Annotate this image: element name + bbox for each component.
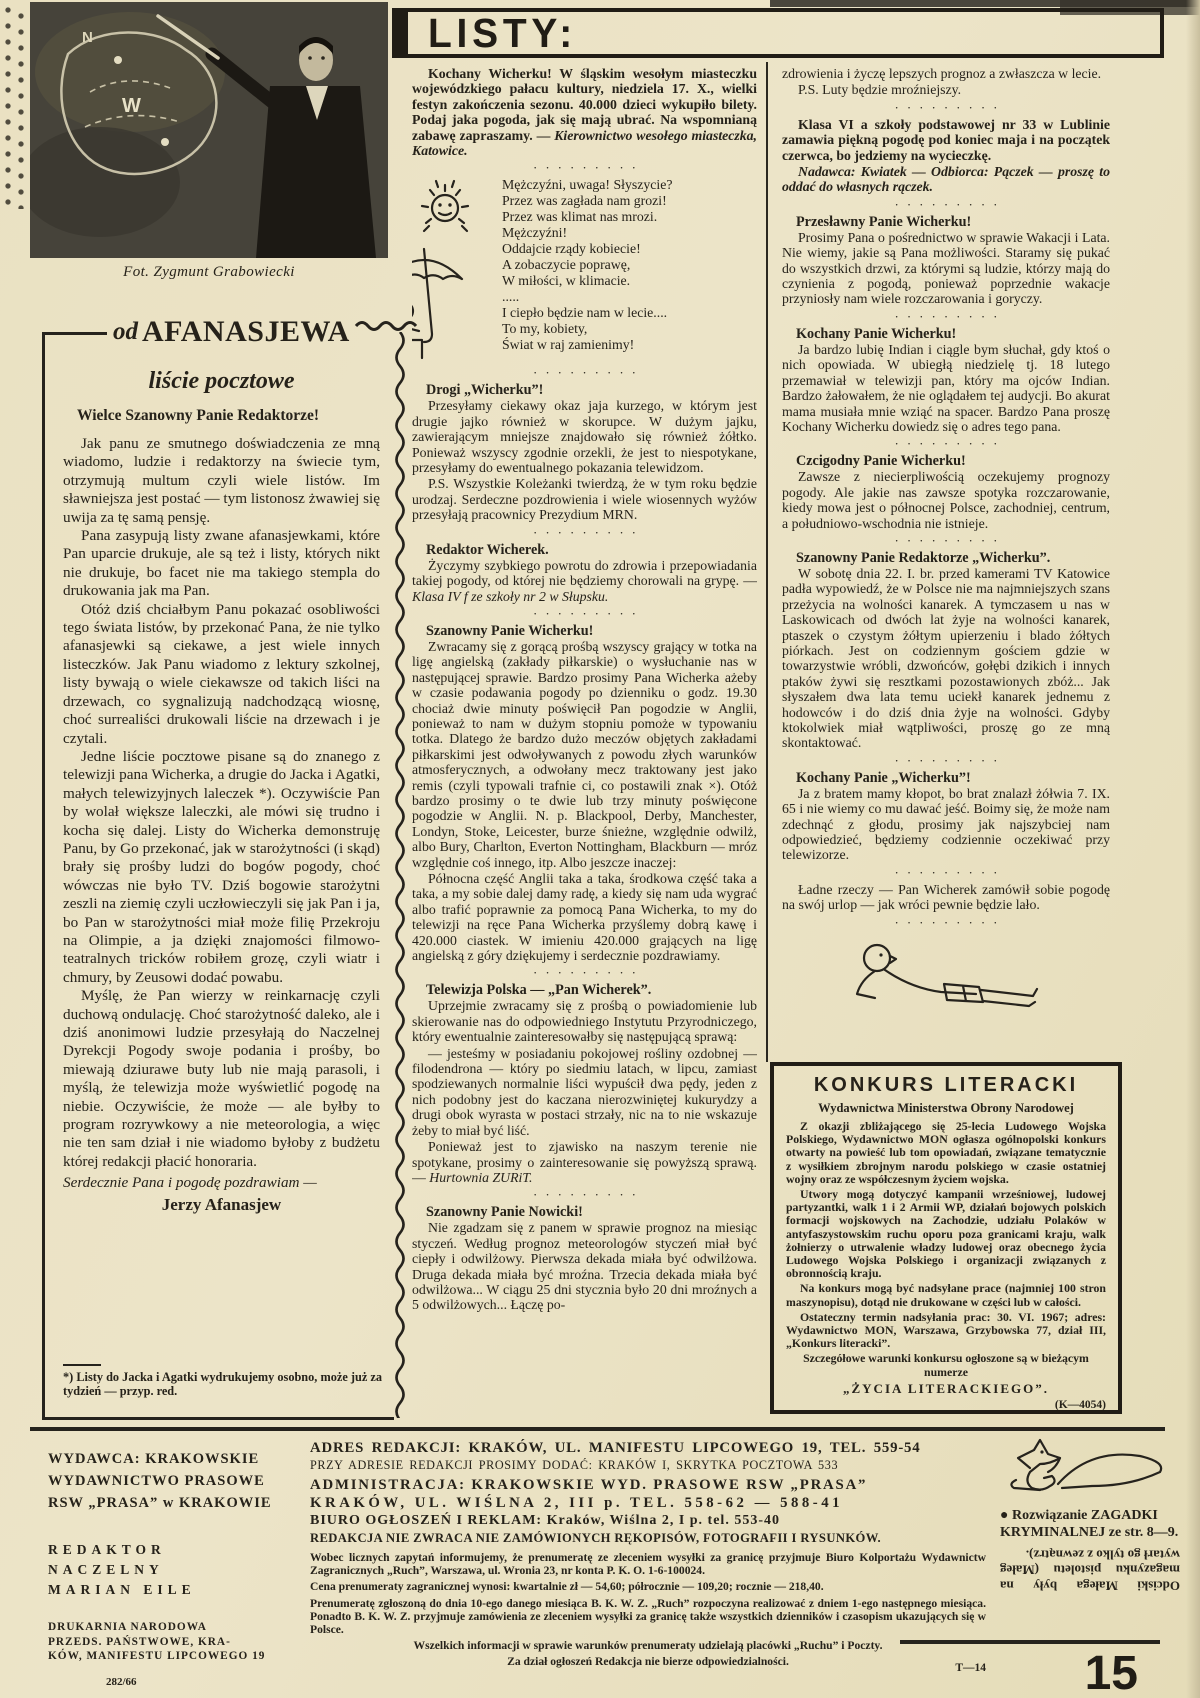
letter-body: zdrowienia i życzę lepszych prognoz a zwłaszcza w lecie. [782, 66, 1102, 81]
letter-ps: P.S. Wszystkie Koleżanki twierdzą, że w tym roku będzie urodzaj. Serdeczne pozdrowienia i wiele wiosennych wyżów przesyłają pracownicy Prezydium MRN. [412, 476, 757, 523]
column-divider [766, 62, 768, 1062]
footer-address-block [310, 1440, 986, 1672]
article-subtitle: liście pocztowe [148, 368, 295, 394]
contest-journal: „ŻYCIA LITERACKIEGO”. [843, 1380, 1049, 1396]
letter-body: Zwracamy się z gorącą prośbą wszyscy grający w totka na ligę angielską (zakłady piłkarskie) o wysłuchanie nas w następującej sprawie. Bardzo prosimy Pana Wicherka ażeby w czasie podawania pogody po dzienniku o godz. 19.30 chociaż dwie minuty poświęcił Pan pogodzie w Anglii, ponieważ to nam w dużym stopniu pomoże w typowaniu totka. Dlatego że bardzo dużo meczów objętych zakładami piłkarskimi jest odwoływanych z powodu złych warunków atmosferycznych, a odwołany mecz traktowany jest jako remis (czyli typowali trafnie ci, co postawili znak ×). Otóż bardzo prosimy o te dwie lub trzy minuty poświęcone pogodzie w Anglii. N. p. Blackpool, Derby, Manchester, Londyn, Stoke, Leicester, burze śnieżne, względnie odwilż, albo Bury, Charlton, Everton Nottingham, Blackburn — mróz względnie coś innego, itp. Albo jeszcze inaczej: [412, 638, 757, 870]
bullet-icon: ● [1000, 1508, 1009, 1523]
letter-body: Ładne rzeczy — Pan Wicherek zamówił sobie pogodę na swój urlop — jak wróci pewnie będzie lało. [782, 881, 1110, 913]
poem-line: Przez was klimat nas mrozi. [502, 209, 658, 225]
poem-line: I ciepło będzie nam w lecie.... [502, 304, 668, 320]
article-title [113, 315, 418, 349]
letter-body: Uprzejmie zwracamy się z prośbą o powiadomienie lub skierowanie nas do odpowiedniego Instytutu Przyrodniczego, który ewentualnie zainteresowałby się następującą sprawą: [412, 998, 757, 1045]
letter [412, 1204, 757, 1312]
dots-separator: ········· [533, 160, 644, 176]
letter-heading: Kochany Panie „Wicherku”! [796, 769, 971, 786]
contest-note: Szczegółowe warunki konkursu ogłoszone są w bieżącym numerze [803, 1351, 1089, 1379]
riddle-label-text: Rozwiązanie ZAGADKI KRYMINALNEJ ze str. 8—9. [1000, 1508, 1179, 1540]
printer-line: PRZEDS. PAŃSTWOWE, KRA- [48, 1635, 231, 1648]
letter-heading: Redaktor Wicherek. [426, 541, 549, 558]
section-header-listy [392, 8, 1164, 58]
fox-doodle-icon [1000, 1438, 1175, 1500]
letter [782, 882, 1110, 913]
letter [782, 66, 1110, 98]
wavy-border [390, 332, 410, 1418]
letter-body: Ja z bratem mamy kłopot, bo brat znalazł żółwia 7. IX. 65 i nie wiemy co mu dawać jeść. Boimy się, że może nam zdechnąć z głodu, prosimy jak najszybciej nam odpowiedzieć, będziemy codziennie oczekiwać przy telewizorze. [782, 785, 1110, 863]
letter-heading: Kochany Panie Wicherku! [796, 325, 957, 342]
letter [782, 117, 1110, 195]
administration-address: ADMINISTRACJA: KRAKOWSKIE WYD. PRASOWE RSW „PRASA” [310, 1477, 868, 1493]
poem-line: Oddajcie rządy kobiecie! [502, 241, 641, 257]
print-code: 282/66 [106, 1675, 137, 1688]
editor-line: MARIAN EILE [48, 1582, 196, 1597]
letter-body: Nie zgadzam się z panem w sprawie prognoz na miesiąc styczeń. Według prognoz meteorologów styczeń miał być ciepły i odwilżowy. Pierwsza dekada miała być odwilżowa. Druga dekada miała być mroźna. Trzecia dekada miała być odwilżowa... W ciągu 25 dni stycznia było 20 dni mroźnych a 5 odwilżowych... Łączę po- [412, 1220, 757, 1313]
letter-heading: Drogi „Wicherku”! [426, 382, 544, 399]
article-paragraph: Jedne liście pocztowe pisane są do znanego z telewizji pana Wicherka, a drugie do Jacka i Agatki, małych telewizyjnych laleczek *). Oczywiście Pan by wolał większe laleczki, ale mówi się trudno i kocha się dalej. Listy do Wicherka demonstruję Panu, by Go przekonać, jak w starożytności (i skąd) brały się prośby ludzi do bogów pogody, choć wówczas nie było TV. Dziś bogowie starożytni zeszli na ziemię czyli uczłowieczyli się jak Pan i ja, bo Pan w starożytności miał może filię Przekroju na Olimpie, a ja dzięki znajomości filmowo-teatralnych tricków robiłem grozę, czyli wiatr i chmury, by Zeusowi dodać powabu. [63, 747, 380, 986]
letter [412, 542, 757, 604]
letters-column-middle [412, 66, 757, 1408]
letter-lead: Klasa VI a [798, 116, 868, 132]
letter-heading: Szanowny Panie Redaktorze „Wicherku”. [796, 549, 1051, 566]
photo-caption: Fot. Zygmunt Grabowiecki [123, 264, 295, 280]
header-left-bar [396, 12, 408, 54]
page-edge-shadow [1186, 0, 1200, 1698]
dots-separator: ········· [894, 196, 1006, 212]
article-signature: Jerzy Afanasjew [161, 1195, 282, 1215]
poem-line: Przez was zagłada nam grozi! [502, 193, 667, 209]
letter [412, 382, 757, 522]
article-paragraph: Pana zasypują listy zwane afanasjewkami, które Pan uparcie drukuje, ale są też i listy, których nikt nie drukuje, bo facet nie ma takiego stempla do drukowania jak ma Pan. [63, 527, 380, 600]
dots-separator: ········· [894, 308, 1006, 324]
article-paragraph: Myślę, że Pan wierzy w reinkarnację czyli duchową ondulację. Choć starożytność daleko, ale i dziś anonimowi ludzie przesyłają do Naczelnej Dyrekcji Pogody swoje podania i prośby, bo miewają dziurawe buty lub nie mają parasoli, i myślą, że telewizja może wyświetlić pogodę na niebie. Oczywiście, że może — ale byłby to program rozrywkowy a nie meteorologia, a więc nie ten sam dział i nie wiadomo byłoby z budżetu której redakcji płacić honoraria. [63, 987, 380, 1170]
administration-address: KRAKÓW, UL. WIŚLNA 2, III p. TEL. 558-62 — 588-41 [310, 1495, 844, 1511]
letter-source: Klasa IV f ze szkoły nr 2 w Słupsku. [412, 588, 609, 604]
letter-heading: Czcigodny Panie Wicherku! [796, 453, 966, 470]
map-label: N [82, 29, 93, 46]
subscription-info: Wobec licznych zapytań informujemy, że prenumeratę ze zleceniem wysyłki za granicę przyjmuje Biuro Kolportażu Wydawnictw Zagranicznych „Ruch”, Warszawa, ul. Wronia 23, nr konta P. K. O. 1-6-100024. [310, 1551, 986, 1578]
dots-separator: ········· [894, 99, 1006, 115]
dots-separator: ········· [894, 532, 1006, 548]
letter-heading: Szanowny Panie Nowicki! [426, 1204, 583, 1221]
poem-line: Mężczyźni, uwaga! Słyszycie? [502, 177, 673, 193]
letter [782, 214, 1110, 307]
letters-column-right [782, 66, 1110, 1064]
letter-heading: Przesławny Panie Wicherku! [796, 213, 972, 230]
publisher-line: WYDAWCA: KRAKOWSKIE [48, 1451, 260, 1467]
poem-line: A zobaczycie poprawę, [502, 256, 631, 272]
subscription-info: Cena prenumeraty zagranicznej wynosi: kwartalnie zł — 54,60; półrocznie — 109,20; rocznie — 218,40. [310, 1580, 824, 1594]
riddle-label [1000, 1507, 1180, 1541]
squiggle-icon [354, 317, 418, 335]
letter-source: Hurtownia ZURiT. [429, 1169, 533, 1185]
letter-body: W śląskim wesołym miasteczku wojewódzkiego pałacu kultury, niedziela 17. X., wielki festyn zakończenia sezonu. 40.000 dzieci wykupiło bilety. Podaj jaka pogoda, jak się mają ubrać. Na wspomnianą zabawę zapraszamy. — [412, 66, 757, 143]
letter-body: szkoły podstawowej nr 33 w Lublinie zamawia piękną pogodę pod koniec maja i na początek czerwca, bo jedziemy na wycieczkę. [782, 116, 1110, 163]
umbrella-person-icon [412, 239, 474, 369]
dots-separator: ········· [533, 365, 644, 381]
reclining-person-doodle [782, 932, 1110, 1017]
contest-paragraph: Na konkurs mogą być nadsyłane prace (najmniej 100 stron maszynopisu), dotąd nie drukowane w części lub w całości. [786, 1281, 1106, 1309]
letter [782, 326, 1110, 434]
dots-separator: ········· [533, 1187, 644, 1203]
letter-heading: Telewizja Polska — „Pan Wicherek”. [426, 982, 652, 999]
letter-heading: Szanowny Panie Wicherku! [426, 622, 594, 639]
article-paragraph: Jak panu ze smutnego doświadczenia ze mną wiadomo, ludzie i redaktorzy na świecie tym, otrzymują multum czyli wiele listów. Im sławniejsza jest postać — tym listonosz żwawiej się uwija za tę samą pensję. [63, 435, 380, 526]
contest-subtitle: Wydawnictwa Ministerstwa Obrony Narodowej [818, 1101, 1074, 1115]
letter [782, 550, 1110, 751]
dots-separator: ········· [533, 524, 644, 540]
letter-lead: Kochany Wicherku! [428, 66, 552, 81]
riddle-solution-block [1000, 1438, 1180, 1594]
dots-separator: ········· [533, 605, 644, 621]
article-title-prefix: od [113, 318, 138, 345]
letter-ps: P.S. Luty będzie mroźniejszy. [798, 82, 962, 98]
letter-body: W sobotę dnia 22. I. br. przed kamerami TV Katowice padła wypowiedź, że w Polsce nie ma najmniejszych szans przeżycia na wolności kanarek. A tymczasem u nas w Laskowicach od dwóch lat żyje na wolności kanarek, ptaszek o czystym żółtym upierzeniu i blado żółtych piórkach. Jest on codziennym gościem gdzie w towarzystwie wróbli, dzwońców, gołębi dzikich i innych ptaków żywi się resztkami pozostawionych zbóż... Jak słyszałem dwa lata temu uciekł kanarek jednemu z hodowców i do dziś dnia żyje na wolności. Gdyby ktokolwiek miał wątpliwości, proszę go ze mną skontaktować. [782, 565, 1110, 751]
editorial-address: ADRES REDAKCJI: KRAKÓW, UL. MANIFESTU LIPCOWEGO 19, TEL. 559-54 [310, 1440, 921, 1456]
letter [412, 66, 757, 158]
page-number: 15 [1084, 1647, 1138, 1698]
weatherman-photo [30, 2, 388, 258]
editor-line: REDAKTOR NACZELNY [48, 1542, 166, 1577]
page-title: LISTY: [428, 10, 577, 56]
poem-line: Mężczyźni! [502, 225, 568, 241]
contest-code: (K—4054) [1054, 1398, 1106, 1411]
film-edge-dots [2, 4, 28, 209]
poem-line: W miłości, w klimacie. [502, 272, 631, 288]
weather-poem [412, 177, 757, 363]
letter [782, 453, 1110, 531]
poem-line: To my, kobiety, [502, 320, 588, 336]
poem-line: Świat w raj zamienimy! [502, 336, 635, 352]
afanasjew-article [42, 315, 394, 1420]
footer-publisher-block [48, 1448, 288, 1688]
sun-doodle-icon [412, 173, 478, 239]
letter-body: Ponieważ jest to zjawisko na naszym terenie nie spotykane, prosimy o zainteresowanie się powyższą sprawą. — [412, 1139, 757, 1185]
publisher-line: WYDAWNICTWO PRASOWE [48, 1473, 265, 1489]
publisher-line: RSW „PRASA” w KRAKOWIE [48, 1495, 272, 1511]
subscription-info: Prenumeratę zgłoszoną do dnia 10-ego danego miesiąca B. K. W. Z. „Ruch” rozpoczyna realizować z dniem 1-ego następnego miesiąca. Ponadto B. K. W. Z. przyjmuje zamówienia ze zleceniem wysyłki za granicę także wszystkich dzienników i czasopism ukazujących się w Polsce. [310, 1596, 986, 1637]
letter-body: Północna część Anglii taka a taka, środkowa część taka a taka, a my sobie dalej damy radę, a kiedy się nam uda wygrać albo trafić poprawnie za pomocą Pana Wicherka, to my do telewizji na ręce Pana Wicherka przyślemy dobrą kawę i 420.000 ciastek. W imieniu 420.000 grających na ligę angielską z góry dziękujemy i serdecznie pozdrawiamy. [412, 871, 757, 964]
article-closing: Serdecznie Pana i pogodę pozdrawiam — [63, 1174, 317, 1192]
article-paragraph: Otóż dziś chciałbym Panu pokazać osobliwości tego świata listów, by przekonać Pana, że nie tylko afanasjewki są ciekawe, a jest wiele innych listeczków. Jak Panu wiadomo z lektury szkolnej, listy bywają o wiele ciekawsze od takich liści na drzewach, co sygnalizują nadchodzącą wiosnę, choć surrealiści drukowali liście na drzewach i je czytali. [63, 600, 380, 747]
page-number-rule [900, 1640, 1160, 1644]
dots-separator: ········· [894, 436, 1006, 452]
contest-paragraph: Utwory mogą dotyczyć kampanii wrześniowej, ludowej partyzantki, walk 1 i 2 Armii WP, działań bojowych polskich formacji wojskowych na Zachodzie, udziału Polaków w antyfaszystowskim ruchu oporu poza granicami kraju, walk żołnierzy o utrwalenie władzy ludowej oraz obecnego życia Ludowego Wojska Polskiego i organizacji związanych z obronnością kraju. [786, 1187, 1106, 1281]
letter-body: Ja bardzo lubię Indian i ciągle bym słuchał, gdy ktoś o nich opowiada. W ubiegłą niedzielę tj. 18 lutego przemawiał w telewizji pan, który ma ojców Indian. Bardzo żałowałem, że nie oglądałem tej audycji. Bo akurat mama musiała mnie wziąć na spacer. Bardzo Pana proszę Kochany Wicherku dowiedz się o adres tego pana. [782, 341, 1110, 434]
article-title-name: AFANASJEWA [142, 315, 350, 348]
dots-separator: ········· [894, 914, 1006, 930]
dots-separator: ········· [533, 965, 644, 981]
dots-separator: ········· [894, 864, 1006, 880]
article-body [63, 435, 380, 1307]
no-return-notice: REDAKCJA NIE ZWRACA NIE ZAMÓWIONYCH RĘKOPISÓW, FOTOGRAFII I RYSUNKÓW. [310, 1531, 882, 1545]
printer-line: DRUKARNIA NARODOWA [48, 1621, 207, 1633]
letter-body: Życzymy szybkiego powrotu do zdrowia i przepowiadania takiej pogody, od której nie będziemy chorowali na grypę. — [412, 557, 757, 589]
letter-body: Przesyłamy ciekawy okaz jaja kurzego, w którym jest drugie jajko również w skorupce. W dużym jajku, zawierającym mniejsze znajdowało się również żółtko. Ponieważ wszyscy zgodnie orzekli, że jest to niespotykane, przesyłamy do ewentualnego pokazania telewidzom. [412, 398, 757, 476]
editorial-address-note: PRZY ADRESIE REDAKCJI PROSIMY DODAĆ: KRAKÓW I, SKRYTKA POCZTOWA 533 [310, 1458, 839, 1472]
dots-separator: ········· [894, 752, 1006, 768]
riddle-solution-upside-down: Odciski Małega były na magazynku pistoletu (Małeg wytarł go tylko z zewnątrz). [1000, 1547, 1180, 1594]
ads-disclaimer: Za dział ogłoszeń Redakcja nie bierze odpowiedzialności. [507, 1655, 789, 1669]
letter-body: Zawsze z niecierpliwością oczekujemy prognozy pogody. Ale jakie nas zawsze spotyka rozczarowanie, kiedy mowa jest o północnej Polsce, zachodniej, centrum, a południowo-wschodnia nie istnieje. [782, 469, 1110, 531]
footer-divider [30, 1427, 1165, 1431]
contest-paragraph: Z okazji zbliżającego się 25-lecia Ludowego Wojska Polskiego, Wydawnictwo MON ogłasza ogólnopolski konkurs otwarty na powieść lub tom opowiadań, związane tematycznie z wysiłkiem zbrojnym narodu polskiego w czasie ostatniej wojny oraz ze współczesnym życiem wojska. [786, 1119, 1106, 1186]
map-label: W [122, 95, 141, 117]
letter-source: Kierownictwo wesołego miasteczka, Katowice. [412, 127, 757, 159]
letter [782, 770, 1110, 863]
footer-code: T—14 [955, 1661, 986, 1674]
letter [412, 623, 757, 964]
letter-body: — jesteśmy w posiadaniu pokojowej rośliny ozdobnej — filodendrona — który po siedmiu latach, w lipcu, zamiast spodziewanych normalnie liści wypuścił dwa pędy, jeden z nich podobny jest do kaczana nierozwiniętej kukurydzy a drugi obok wyrasta w postaci strzały, nic na to nie wskazuje żeby to miał być liść. [412, 1045, 757, 1138]
poem-line: ..... [502, 288, 520, 304]
subscription-info: Wszelkich informacji w sprawie warunków prenumeraty udzielają placówki „Ruchu” i Poczty. [413, 1639, 883, 1653]
letter [412, 982, 757, 1185]
article-salutation: Wielce Szanowny Panie Redaktorze! [77, 407, 320, 424]
contest-paragraph: Ostateczny termin nadsyłania prac: 30. VI. 1967; adres: Wydawnictwo MON, Warszawa, Grzybowska 77, dział III, „Konkurs literacki”. [786, 1309, 1106, 1351]
contest-title: KONKURS LITERACKI [813, 1074, 1079, 1096]
printer-line: KÓW, MANIFESTU LIPCOWEGO 19 [48, 1650, 266, 1662]
letter-source: Nadawca: Kwiatek — Odbiorca: Pączek — proszę to oddać do własnych rączek. [782, 164, 1110, 195]
article-footnote: *) Listy do Jacka i Agatki wydrukujemy osobno, może już za tydzień — przyp. red. [63, 1364, 382, 1399]
literary-contest-box [770, 1062, 1122, 1414]
letter-body: Prosimy Pana o pośrednictwo w sprawie Wakacji i Lata. Nie wiemy, jakie są Pana możliwości. Staramy się pukać do wszystkich drzwi, za którymi są ludzie, którzy mają do czynienia z pogodą, ponieważ poprzednie wakacje przyniosły nam wiele rozczarowania i goryczy. [782, 229, 1110, 307]
ads-office-address: BIURO OGŁOSZEŃ I REKLAM: Kraków, Wiślna 2, I p. tel. 553-40 [310, 1513, 780, 1528]
